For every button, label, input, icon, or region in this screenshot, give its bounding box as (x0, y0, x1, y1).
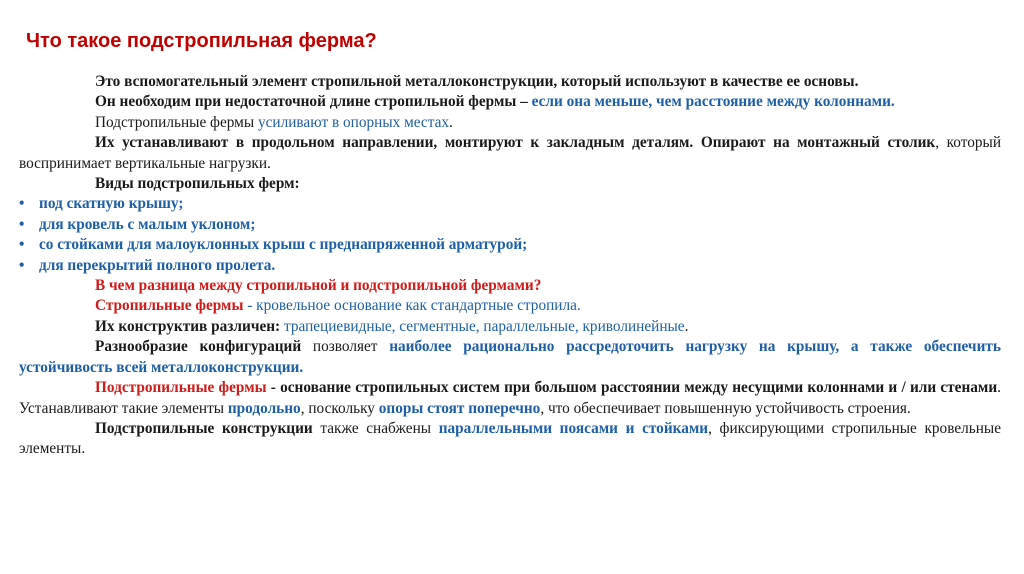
structures-term: Подстропильные конструкции (95, 419, 313, 437)
list-item-text: под скатную крышу; (39, 195, 184, 213)
construction-end: . (684, 317, 689, 335)
list-item-text: для перекрытий полного пролета. (39, 256, 276, 274)
list-item (19, 215, 1001, 235)
bullet-icon: • (19, 215, 25, 233)
configuration-term: Разнообразие конфигураций (95, 338, 302, 356)
purpose-condition: если она меньше, чем расстояние между колоннами. (527, 93, 895, 111)
paragraph-sub-rafter-structures (19, 419, 1001, 460)
paragraph-purpose (19, 92, 1001, 112)
sub-rafter-text-1: . Устанавливают такие элементы (19, 379, 1001, 417)
paragraph-definition: Это вспомогательный элемент стропильной металлоконструкции, который используют в качестве ее основы. (95, 73, 859, 90)
difference-question: В чем разница между стропильной и подстропильной фермами? (95, 277, 542, 295)
paragraph-sub-rafter (19, 378, 1001, 419)
paragraph-construction (19, 317, 1001, 337)
sub-rafter-definition: - основание стропильных систем при большом расстоянии между несущими колоннами и / или стенами (266, 379, 998, 397)
structures-text-2: , фиксирующими стропильные кровельные элементы. (19, 419, 1001, 458)
purpose-text: Он необходим при недостаточной длине стропильной фермы – (95, 93, 528, 111)
paragraph-reinforcement (19, 113, 1001, 133)
structures-text-1: также снабжены (312, 419, 439, 437)
bullet-icon: • (19, 195, 25, 213)
construction-label: Их конструктив различен: (95, 317, 281, 335)
rafter-trusses-term: Стропильные фермы (95, 297, 244, 315)
paragraph-rafter-trusses (19, 296, 1001, 316)
slide-title: Что такое подстропильная ферма? (26, 30, 377, 52)
configuration-benefit: наиболее рационально рассредоточить нагрузку на крышу, а также обеспечить устойчивость всей металлоконструкции. (19, 338, 1001, 376)
reinforcement-end: . (449, 113, 453, 131)
structures-elements: параллельными поясами и стойками (438, 419, 709, 437)
list-item (19, 194, 1001, 214)
bullet-icon: • (19, 236, 25, 254)
list-item (19, 256, 1001, 276)
paragraph-installation (19, 133, 1001, 174)
sub-rafter-supports: опоры стоят поперечно (378, 399, 541, 417)
sub-rafter-text-2: , поскольку (300, 399, 379, 417)
reinforcement-detail: усиливают в опорных местах (254, 113, 450, 131)
rafter-trusses-definition: - кровельное основание как стандартные стропила. (243, 297, 581, 315)
installation-tail: , который воспринимает вертикальные нагрузки. (19, 134, 1001, 172)
paragraph-configuration (19, 337, 1001, 378)
paragraph-types-heading: Виды подстропильных ферм: (95, 175, 300, 193)
types-list (19, 194, 1001, 276)
sub-rafter-term: Подстропильные фермы (95, 379, 267, 397)
sub-rafter-text-3: , что обеспечивает повышенную устойчивость строения. (540, 399, 911, 417)
slide-body (19, 72, 1001, 460)
construction-types: трапециевидные, сегментные, параллельные, криволинейные (280, 317, 685, 335)
installation-text: Их устанавливают в продольном направлении, монтируют к закладным деталям. Опирают на монтажный столик (95, 134, 936, 152)
configuration-verb: позволяет (301, 338, 390, 356)
list-item (19, 235, 1001, 255)
reinforcement-subject: Подстропильные фермы (95, 113, 255, 131)
sub-rafter-direction: продольно (227, 399, 301, 417)
list-item-text: со стойками для малоуклонных крыш с преднапряженной арматурой; (39, 236, 528, 254)
bullet-icon: • (19, 256, 25, 274)
list-item-text: для кровель с малым уклоном; (39, 215, 256, 233)
